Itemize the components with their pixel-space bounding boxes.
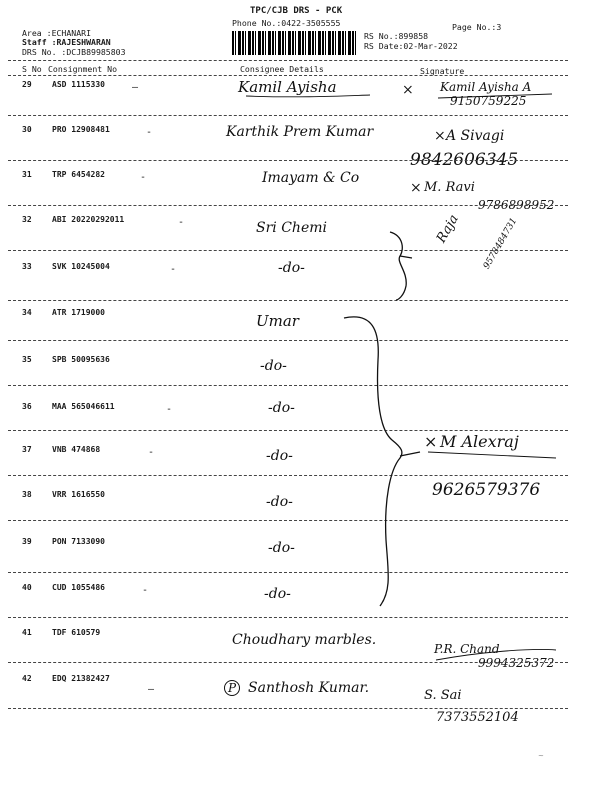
row-sno: 31	[22, 170, 32, 179]
consignee-handwritten: Umar	[256, 312, 299, 330]
row-sno: 33	[22, 262, 32, 271]
phone-handwritten: 9150759225	[450, 94, 527, 108]
row-consignment: ABI 20220292011	[52, 215, 125, 224]
phone-handwritten: 9626579376	[432, 480, 541, 500]
consignee-handwritten: Karthik Prem Kumar	[226, 124, 374, 140]
row-consignment: PON 7133090	[52, 537, 105, 546]
col-signature: Signature	[420, 66, 465, 76]
dash-mark: —	[132, 82, 139, 93]
cross-mark: ×	[434, 128, 446, 144]
signature-handwritten: Raja	[434, 212, 462, 246]
col-sno: S No	[22, 64, 42, 74]
consignee-handwritten: Choudhary marbles.	[232, 632, 377, 648]
consignee-handwritten: -do-	[266, 494, 293, 510]
row-consignment: TDF 610579	[52, 628, 101, 637]
phone-handwritten: 9994325372	[478, 656, 555, 670]
row-sno: 41	[22, 628, 32, 637]
consignee-handwritten: -do-	[266, 448, 293, 464]
rs-date: RS Date:02-Mar-2022	[364, 41, 458, 51]
row-sno: 36	[22, 402, 32, 411]
rs-number: RS No.:899858	[364, 31, 429, 41]
row-sno: 32	[22, 215, 32, 224]
consignee-handwritten: Sri Chemi	[256, 220, 327, 236]
cross-mark: ×	[424, 432, 438, 451]
row-sno: 37	[22, 445, 32, 454]
phone-handwritten: 9786898952	[478, 198, 555, 212]
phone-number: Phone No.:0422-3505555	[232, 18, 341, 28]
row-consignment: MAA 565046611	[52, 402, 115, 411]
signature-handwritten: P.R. Chand	[434, 642, 500, 656]
staff-label: Staff :RAJESHWARAN	[22, 37, 111, 47]
circled-mark: P	[224, 680, 240, 696]
row-consignment: VNB 474868	[52, 445, 101, 454]
row-sno: 42	[22, 674, 32, 683]
row-sno: 30	[22, 125, 32, 134]
row-consignment: ASD 1115330	[52, 80, 105, 89]
phone-handwritten: 9578484731	[482, 216, 520, 271]
row-consignment: VRR 1616550	[52, 490, 105, 499]
row-sno: 40	[22, 583, 32, 592]
cross-mark: ×	[410, 180, 422, 196]
consignee-handwritten: Imayam & Co	[262, 170, 360, 186]
area-label: Area :ECHANARI	[22, 28, 92, 38]
signature-handwritten: S. Sai	[424, 688, 462, 703]
phone-handwritten: 7373552104	[436, 710, 519, 725]
consignee-handwritten: -do-	[268, 540, 295, 556]
consignee-handwritten: -do-	[268, 400, 295, 416]
consignee-handwritten: Kamil Ayisha	[238, 78, 337, 96]
row-sno: 38	[22, 490, 32, 499]
row-consignment: ATR 1719000	[52, 308, 105, 317]
signature-handwritten: M. Ravi	[424, 180, 475, 195]
dash-mark: -	[148, 447, 155, 458]
dash-mark: -	[146, 127, 153, 138]
consignee-handwritten: -do-	[260, 358, 287, 374]
page-number: Page No.:3	[452, 22, 502, 32]
row-consignment: SVK 10245004	[52, 262, 110, 271]
row-consignment: TRP 6454282	[52, 170, 105, 179]
consignee-handwritten: Santhosh Kumar.	[248, 680, 370, 696]
dash-mark: -	[140, 172, 147, 183]
row-sno: 39	[22, 537, 32, 546]
row-consignment: PRO 12908481	[52, 125, 110, 134]
cross-mark: ×	[402, 82, 414, 98]
scan-mark: ~	[538, 752, 544, 760]
document-title: TPC/CJB DRS - PCK	[250, 6, 343, 16]
signature-handwritten: Kamil Ayisha A	[440, 80, 532, 94]
signature-handwritten: M Alexraj	[440, 432, 519, 451]
row-consignment: SPB 50095636	[52, 355, 110, 364]
dash-mark: —	[148, 684, 155, 695]
dash-mark: -	[166, 404, 173, 415]
col-consignee: Consignee Details	[240, 64, 324, 74]
drs-number: DRS No. :DCJB89985803	[22, 47, 126, 57]
row-sno: 29	[22, 80, 32, 89]
signature-handwritten: A Sivagi	[446, 128, 505, 144]
row-consignment: EDQ 21382427	[52, 674, 110, 683]
dash-mark: -	[170, 264, 177, 275]
dash-mark: -	[178, 217, 185, 228]
consignee-handwritten: -do-	[264, 586, 291, 602]
col-consignment: Consignment No	[48, 64, 118, 74]
dash-mark: -	[142, 585, 149, 596]
row-sno: 35	[22, 355, 32, 364]
phone-handwritten: 9842606345	[410, 150, 519, 170]
consignee-handwritten: -do-	[278, 260, 305, 276]
row-sno: 34	[22, 308, 32, 317]
row-consignment: CUD 1055486	[52, 583, 105, 592]
